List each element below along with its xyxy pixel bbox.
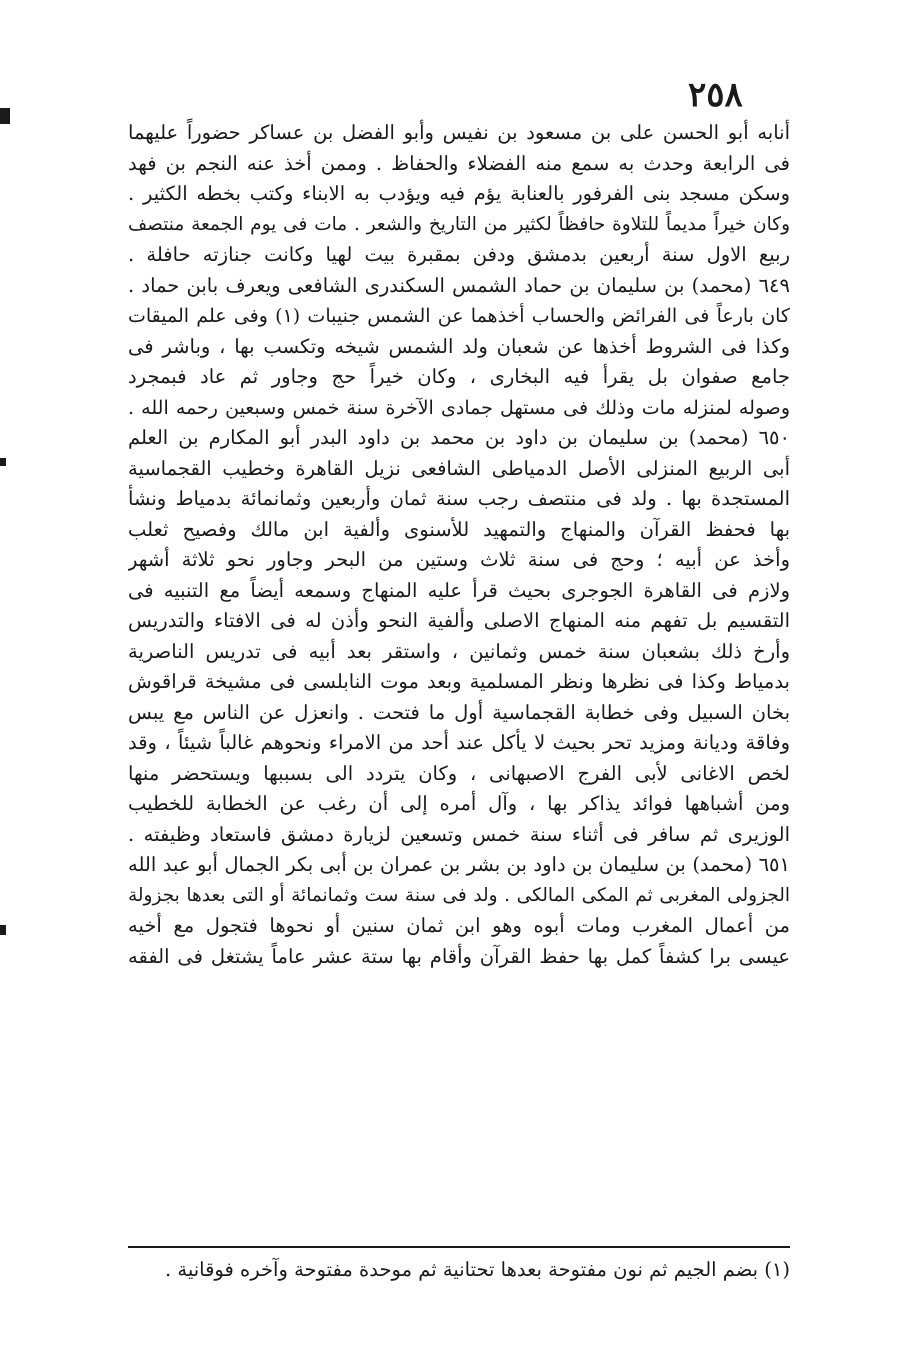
text-line: ٦٥١ (محمد) بن سليمان بن داود بن بشر بن عمران بن أبى بكر الجمال أبو عبد الله [128, 853, 790, 876]
text-line: كان بارعاً فى الفرائض والحساب أخذهما عن الشمس جنيبات (١) وفى علم الميقات [128, 305, 790, 327]
page-number: ٢٥٨ [688, 75, 743, 115]
text-line: التقسيم بل تفهم منه المنهاج الاصلى وألفية النحو وأذن له فى الافتاء والتدريس [128, 609, 790, 632]
text-line: بخان السبيل وفى خطابة القجماسية أول ما فتحت . وانعزل عن الناس مع يبس [128, 700, 790, 724]
margin-mark [0, 925, 6, 935]
text-line: وأخذ عن أبيه ؛ وحج فى سنة ثلاث وستين من البحر وجاور نحو ثلاثة أشهر [128, 548, 790, 571]
text-line: وفاقة وديانة ومزيد تحر بحيث لا يأكل عند أحد من الامراء ونحوهم غالباً شيئاً ، وقد [128, 731, 790, 754]
text-line: فى الرابعة وحدث به سمع منه الفضلاء والحفاظ . وممن أخذ عنه النجم بن فهد [128, 151, 790, 175]
text-line: من أعمال المغرب ومات أبوه وهو ابن ثمان سنين أو نحوها فتجول مع أخيه [128, 914, 790, 937]
body-text [128, 118, 790, 972]
text-line: بها فحفظ القرآن والمنهاج والتمهيد للأسنوى وألفية ابن مالك وفصيح ثعلب [128, 517, 790, 541]
text-line: الجزولى المغربى ثم المكى المالكى . ولد فى سنة ست وثمانمائة أو التى بعدها بجزولة [128, 884, 790, 906]
text-line: بدمياط وكذا فى نظرها ونظر المسلمية وبعد موت النابلسى فى مشيخة قراقوش [128, 670, 790, 693]
text-line: ٦٥٠ (محمد) بن سليمان بن داود بن محمد بن داود البدر أبو المكارم بن العلم [128, 426, 790, 449]
text-line: وسكن مسجد بنى الفرفور بالعنابة يؤم فيه ويؤدب به الابناء وكتب بخطه الكثير . [128, 182, 790, 205]
footnote: (١) بضم الجيم ثم نون مفتوحة بعدها تحتانية ثم موحدة مفتوحة وآخره فوقانية . [164, 1258, 790, 1281]
margin-mark [0, 108, 10, 124]
text-line: وكذا فى الشروط أخذها عن شعبان ولد الشمس شيخه وتكسب بها ، وباشر فى [128, 334, 790, 358]
text-line: عيسى برا كشفاً كمل بها حفظ القرآن وأقام بها ستة عشر عاماً يشتغل فى الفقه [128, 944, 790, 968]
text-line: ومن أشباهها فوائد يذاكر بها ، وآل أمره إلى أن رغب عن الخطابة للخطيب [128, 792, 790, 815]
text-line: وأرخ ذلك بشعبان سنة خمس وثمانين ، واستقر بعد أبيه فى تدريس الناصرية [128, 639, 790, 663]
text-line: لخص الاغانى لأبى الفرج الاصبهانى ، وكان يتردد الى بسببها ويستحضر منها [128, 761, 790, 785]
text-line: ٦٤٩ (محمد) بن سليمان بن حماد الشمس السكندرى الشافعى ويعرف بابن حماد . [128, 273, 790, 297]
margin-mark [0, 458, 6, 466]
text-line: أنابه أبو الحسن على بن مسعود بن نفيس وأبو الفضل بن عساكر حضوراً عليهما [128, 121, 790, 144]
text-line: المستجدة بها . ولد فى منتصف رجب سنة ثمان وأربعين وثمانمائة بدمياط ونشأ [128, 487, 790, 510]
text-line: جامع صفوان بل يقرأ فيه البخارى ، وكان خيراً حج وجاور ثم عاد فبمجرد [128, 365, 790, 388]
footnote-divider [128, 1246, 790, 1248]
text-line: أبى الربيع المنزلى الأصل الدمياطى الشافعى نزيل القاهرة وخطيب القجماسية [128, 456, 790, 480]
text-line: ربيع الاول سنة أربعين بدمشق ودفن بمقبرة بيت لهيا وكانت جنازته حافلة . [128, 243, 790, 266]
text-line: الوزيرى ثم سافر فى أثناء سنة خمس وتسعين لزيارة دمشق فاستعاد وظيفته . [128, 822, 790, 846]
text-line: ولازم فى القاهرة الجوجرى بحيث قرأ عليه المنهاج وسمعه أيضاً مع التنبيه فى [128, 578, 790, 602]
text-line: وصوله لمنزله مات وذلك فى مستهل جمادى الآخرة سنة خمس وسبعين رحمه الله . [128, 396, 790, 419]
text-line: وكان خيراً مديماً للتلاوة حافظاً لكثير من التاريخ والشعر . مات فى يوم الجمعة منتصف [128, 213, 790, 235]
